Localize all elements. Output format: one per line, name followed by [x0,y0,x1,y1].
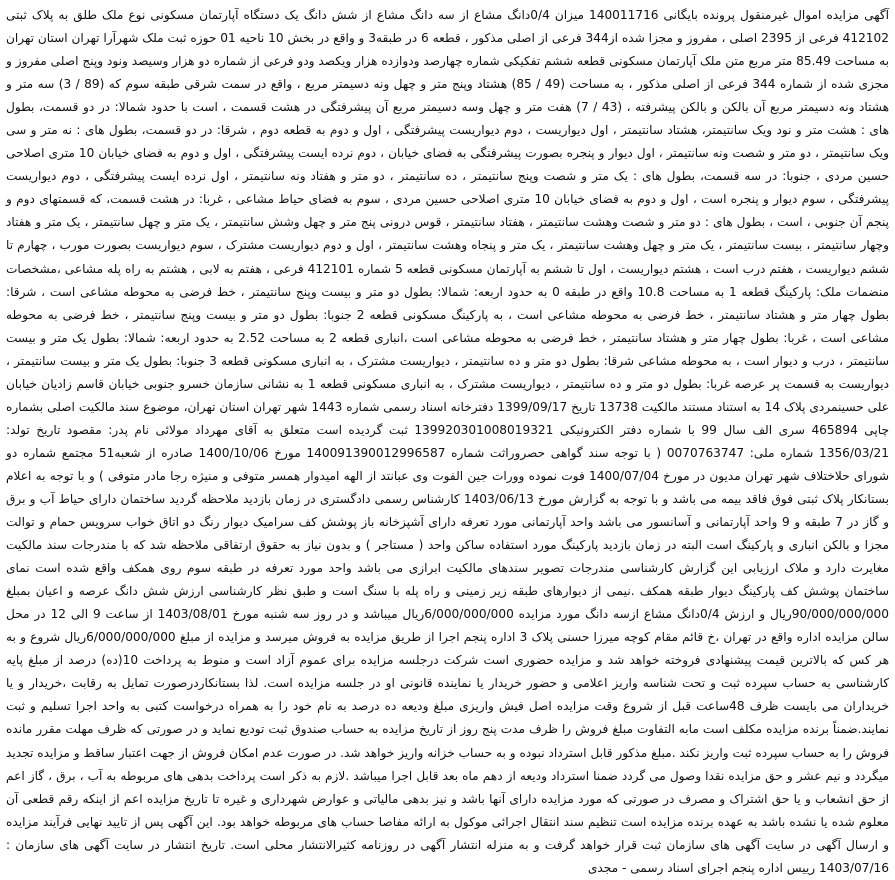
auction-notice-body: آگهی مزایده اموال غیرمنقول پرونده بایگانی 140011716 میزان 0/4دانگ مشاع از سه دانگ مشاع از شش دانگ یک دستگاه آپارتمان مسکونی نوع ملک طلق به پلاک ثبتی 412102 فرعی از 2395 اصلی ، مفروز و مجزا شده از344 فرعی از اصلی مذکور ، قطعه 6 در طبقه3 و واقع در بخش 10 ناحیه 01 حوزه ثبت ملک شهرآرا تهران استان تهران به مساحت 85.49 متر مربع متن ملک آپارتمان مسکونی قطعه ششم تفکیکی شماره چهارصد ودوازده هزار ویکصد ودو فرعی از شماره دو هزار وسیصد ونود وپنج اصلی مفروز و مجزی شده از شماره 344 فرعی از اصلی مذکور ، به مساحت (49 / 85) هشتاد وپنج متر و چهل ونه دسیمتر مربع ، واقع در سمت شرقی طبقه سوم که (89 / 3) سه متر و هشتاد ونه دسیمتر مربع آن بالکن و بالکن پیشرفته ، (43 / 7) هفت متر و چهل وسه دسیمتر مربع آن پیشرفتگی در هشت قسمت ، است با حدود شمالا: در دو قسمت، بطول های : هشت متر و نود ویک سانتیمتر، هشتاد سانتیمتر ، اول دیواریست ، دوم دیواریست پیشرفتگی ، اول و دوم به قطعه دوم ، شرقا: در دو قسمت، بطول های : نه متر و سی ویک سانتیمتر ، دو متر و شصت ونه سانتیمتر ، اول دیوار و پنجره بصورت پیشرفتگی به فضای خیابان ، دوم نرده ایست پیشرفتگی ، اول و دوم به فضای خیابان 10 متری اصلاحی حسین مردی ، جنوبا: در سه قسمت، بطول های : یک متر و شصت وپنج سانتیمتر ، ده سانتیمتر ، دو متر و هفتاد ونه سانتیمتر ، اول نرده ایست پیشرفتگی ، دوم دیواریست پیشرفتگی ، سوم دیوار و پنجره است ، اول و دوم به فضای خیابان 10 متری اصلاحی حسین مردی ، سوم به فضای حیاط مشاعی ، غربا: در هشت قسمت، که قسمتهای دوم و پنجم آن جنوبی ، است ، بطول های : دو متر و شصت وهشت سانتیمتر ، هفتاد سانتیمتر ، قوس درونی پنج متر و چهل وشش سانتیمتر ، یک متر و چهل سانتیمتر ، یک متر و هفتاد وچهار سانتیمتر ، بیست سانتیمتر ، یک متر و چهل وهشت سانتیمتر ، یک متر و پنجاه وهشت سانتیمتر ، اول و دوم دیواریست مشترک ، سوم دیواریست بصورت مورب ، چهارم تا ششم دیواریست ، هفتم درب است ، هشتم دیواریست ، اول تا ششم به آپارتمان مسکونی قطعه 5 شماره 412101 فرعی ، هفتم به لابی ، هشتم به راه پله مشاعی ،مشخصات منضمات ملک: پارکینگ قطعه 1 به مساحت 10.8 واقع در طبقه 0 به حدود اربعه: شمالا: بطول دو متر و بیست وپنج سانتیمتر ، خط فرضی به محوطه مشاعی است ، شرقا: بطول چهار متر و هشتاد سانتیمتر ، خط فرضی به محوطه مشاعی است ، به پارکینگ مسکونی قطعه 2 جنوبا: بطول دو متر و بیست وپنج سانتیمتر ، خط فرضی به محوطه مشاعی است ، غربا: بطول چهار متر و هشتاد سانتیمتر ، خط فرضی به محوطه مشاعی است ،انباری قطعه 2 به مساحت 2.52 به حدود اربعه: شمالا: بطول یک متر و بیست سانتیمتر ، درب و دیوار است ، به محوطه مشاعی شرقا: بطول دو متر و ده سانتیمتر ، دیواریست مشترک ، به انباری مسکونی قطعه 3 جنوبا: بطول یک متر و بیست سانتیمتر ، دیواریست به قسمت پر عرصه غربا: بطول دو متر و ده سانتیمتر ، دیواریست مشترک ، به انباری مسکونی قطعه 1 به نشانی سازمان خسرو جنوبی خیابان قاسم زادیان خیابان علی حسینمردی پلاک 14 به استناد مستند مالکیت 13738 تاریخ 1399/09/17 دفترخانه اسناد رسمی شماره 1443 شهر تهران استان تهران، موضوع سند مالکیت اصلی بشماره چاپی 465894 سری الف سال 99 با شماره دفتر الکترونیکی 139920301008019321 ثبت گردیده است متعلق به آقای مهرداد مولائی نام پدر: مقصود تاریخ تولد: 1356/03/21 شماره ملی: 0070763747 ( با توجه سند گواهی حصروراثت شماره 140091390012996587 مورخ 1400/10/06 صادره از شعبه51 مجتمع شماره دو شورای حلاختلاف شهر تهران مدیون در مورخ 1400/07/04 فوت نموده وورات جین الفوت وی عبانتد از الهه امیدوار همسر متوفی و منیژه رجا مادر متوفی ) و با توجه به اعلام بستانکار پلاک ثبتی فوق فاقد بیمه می باشد و با توجه به گزارش مورخ 1403/06/13 کارشناس رسمی دادگستری در زمان بازدید ملاحظه گردید ساختمان دارای حیاط آب و برق و گاز در 7 طبقه و 9 واحد آپارتمانی و آسانسور می باشد واحد آپارتمانی مورد تعرفه دارای آشپزخانه باز پوشش کف سرامیک دیوار رنگ دو اتاق خواب سرویس حمام و توالت مجزا و بالکن انباری و پارکینگ است البته در زمان بازدید پارکینگ مورد استفاده ساکن واحد ( مستاجر ) و بدون نیاز به حقوق ارتفاقی ملاحظه شد که با مندرجات سند مالکیت مغایرت دارد و ملاک ارزیابی این گزارش کارشناسی مندرجات تصویر سندهای مالکیت ابرازی می باشد واحد مورد تعرفه در طبقه سوم روی همکف واقع شده است نمای ساختمان پوشش کف پارکینگ دیوار طبقه همکف .نیمی از دیوارهای طبقه زیر زمینی و راه پله با سنگ است و طبق نظر کارشناسی ارزش شش دانگ عرصه و اعیان بمبلغ 90/000/000/000ریال و ارزش 0/4دانگ مشاع ازسه دانگ مورد مزایده 6/000/000/000ریال میباشد و در روز سه شنبه مورخ 1403/08/01 از ساعت 9 الی 12 در محل سالن مزایده اداره واقع در تهران ،خ قائم مقام کوچه میرزا حسنی پلاک 3 اداره پنجم اجرا از طریق مزایده به فروش میرسد و مزایده از مبلغ 6/000/000/000ریال شروع و به هر کس که بالاترین قیمت پیشنهادی فروخته خواهد شد و مزایده حضوری است شرکت درجلسه مزایده برای عموم آزاد است و منوط به پرداخت 10(ده) درصد از مبلغ پایه کارشناسی به حساب سپرده ثبت و تحت شناسه واریز اعلامی و حضور خریدار یا نماینده قانونی او در جلسه مزایده است. لذا بستانکاردرصورت تمایل به رقابت ،خریدار و یا خریداران می بایست ظرف 48ساعت قبل از شروع وقت مزایده اصل فیش واریزی مبلغ ودیعه ده درصد به نام خود را به همراه درخواست کتبی به واحد اجرا تسلیم و ثبت نمایند.ضمناً برنده مزایده مکلف است مابه التفاوت مبلغ فروش را ظرف مدت پنج روز از تاریخ مزایده به حساب صندوق ثبت تودیع نماید و در صورتی که ظرف مهلت مقرر مانده فروش را به حساب سپرده ثبت واریز نکند .مبلغ مذکور قابل استرداد نبوده و به حساب خزانه واریز خواهد شد. در صورت عدم امکان فروش از جهت اعتبار ساقط و مزایده تجدید میگردد و نیم عشر و حق مزایده نقدا وصول می گردد ضمنا استرداد ودیعه از دهم ماه بعد قابل اجرا میباشد .لازم به ذکر است پرداخت بدهی های مربوطه به آب ، برق ، گاز اعم از حق انشعاب و یا حق اشتراک و مصرف در صورتی که مورد مزایده دارای آنها باشد و نیز بدهی مالیاتی و عوارض شهرداری و غیره تا تاریخ مزایده اعم از اینکه رقم قطعی آن معلوم شده یا نشده باشد به عهده برنده مزایده است تنظیم سند انتقال اجرائی موکول به ارائه مفاصا حساب های مربوطه خواهد بود. این آگهی پس از تایید نهایی فرآیند مزایده و ارسال آگهی در سایت آگهی های سازمان ثبت قرار خواهد گرفت و به منزله انتشار آگهی در روزنامه کثیرالانتشار محلی است. تاریخ انتشار در سایت آگهی های سازمان : 1403/07/16 رییس اداره پنجم اجرای اسناد رسمی - مجدی [6,8,890,875]
